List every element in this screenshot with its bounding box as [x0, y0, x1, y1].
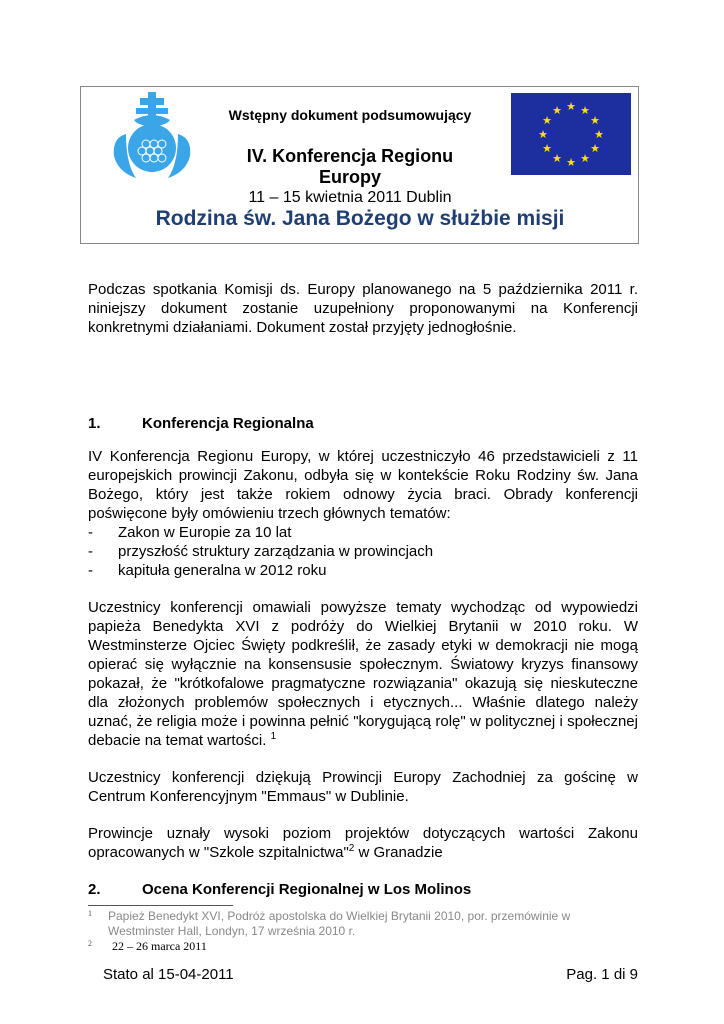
section-title: Ocena Konferencji Regionalnej w Los Molinos [142, 881, 472, 898]
svg-text:★: ★ [538, 128, 548, 141]
intro-paragraph: Podczas spotkania Komisji ds. Europy planowanego na 5 października 2011 r. niniejszy dokument zostanie uzupełniony proponowanymi na Konferencji konkretnymi działaniami. Dokument został przyjęty jednogłośnie. [88, 281, 638, 336]
footnote-mark: 1 [88, 909, 92, 918]
conference-dates: 11 – 15 kwietnia 2011 Dublin [248, 189, 452, 206]
section-number: 2. [88, 881, 101, 898]
footnote-mark: 2 [88, 939, 92, 948]
svg-text:★: ★ [566, 100, 576, 113]
section-title: Konferencja Regionalna [142, 415, 314, 432]
section-number: 1. [88, 415, 101, 432]
conference-title-line2: Europy [318, 167, 381, 187]
footer-page-number: Pag. 1 di 9 [566, 966, 638, 983]
conference-title-line1: IV. Konferencja Regionu [246, 146, 454, 166]
list-item: - przyszłość struktury zarządzania w prowincjach [88, 542, 638, 561]
paragraph-text: Uczestnicy konferencji omawiali powyższe tematy wychodząc od wypowiedzi papieża Benedykta XVI z podróży do Wielkiej Brytanii w 2010 roku. W Westminsterze Ojciec Święty podkreślił, że zasady etyki w demokracji nie mogą opierać się wyłącznie na konsensusie społecznym. Światowy kryzys finansowy pokazał, że "krótkofalowe pragmatyczne rozwiązania" okazują się nieskuteczne dla złożonych problemów społecznych i etycznych... Właśnie dlatego należy uznać, że religia może i powinna pełnić "korygującą rolę" w politycznej i społecznej debacie na temat wartości. [88, 599, 638, 749]
hospitaller-order-logo-icon [112, 92, 192, 184]
svg-text:★: ★ [552, 152, 562, 165]
document-subtitle: Wstępny dokument podsumowujący [228, 107, 472, 123]
section-1-paragraph-2 [88, 598, 638, 750]
list-item: - kapituła generalna w 2012 roku [88, 561, 638, 580]
paragraph-text: Prowincje uznały wysoki poziom projektów dotyczących wartości Zakonu opracowanych w "Szkole szpitalnictwa" [88, 825, 638, 861]
svg-text:★: ★ [590, 142, 600, 155]
section-1-paragraph-1: IV Konferencja Regionu Europy, w której uczestniczyło 46 przedstawicieli z 11 europejskich prowincji Zakonu, odbyła się w kontekście Roku Rodziny św. Jana Bożego, który jest także rokiem odnowy życia braci. Obrady konferencji poświęcone były omówieniu trzech głównych tematów: [88, 448, 638, 522]
svg-text:★: ★ [580, 152, 590, 165]
footnote-1 [88, 909, 628, 939]
section-1-heading [88, 414, 638, 433]
eu-flag-icon [511, 93, 631, 175]
svg-text:★: ★ [580, 104, 590, 117]
footnotes [88, 909, 628, 954]
svg-text:★: ★ [594, 128, 604, 141]
document-body [88, 280, 638, 899]
conference-motto: Rodzina św. Jana Bożego w służbie misji [155, 207, 565, 230]
svg-text:★: ★ [542, 114, 552, 127]
paragraph-text-end: w Granadzie [354, 844, 443, 861]
footnote-text: 22 – 26 marca 2011 [112, 939, 207, 953]
list-item: - Zakon w Europie za 10 lat [88, 523, 638, 542]
topics-list [88, 523, 638, 580]
footnote-2 [88, 939, 628, 954]
section-1-paragraph-4 [88, 824, 638, 862]
footnote-text: Papież Benedykt XVI, Podróż apostolska do Wielkiej Brytanii 2010, por. przemówinie w Westminster Hall, Londyn, 17 września 2010 r. [108, 909, 571, 938]
svg-text:★: ★ [552, 104, 562, 117]
svg-text:★: ★ [542, 142, 552, 155]
footnote-separator [88, 905, 233, 906]
section-1-paragraph-3: Uczestnicy konferencji dziękują Prowincji Europy Zachodniej za gościnę w Centrum Konferencyjnym "Emmaus" w Dublinie. [88, 769, 638, 805]
footer-status-date: Stato al 15-04-2011 [103, 966, 234, 983]
footnote-ref[interactable]: 2 [348, 843, 355, 854]
conference-title [200, 146, 500, 188]
footnote-ref[interactable]: 1 [270, 731, 277, 742]
svg-text:★: ★ [590, 114, 600, 127]
section-2-heading [88, 880, 638, 899]
svg-text:★: ★ [566, 156, 576, 169]
